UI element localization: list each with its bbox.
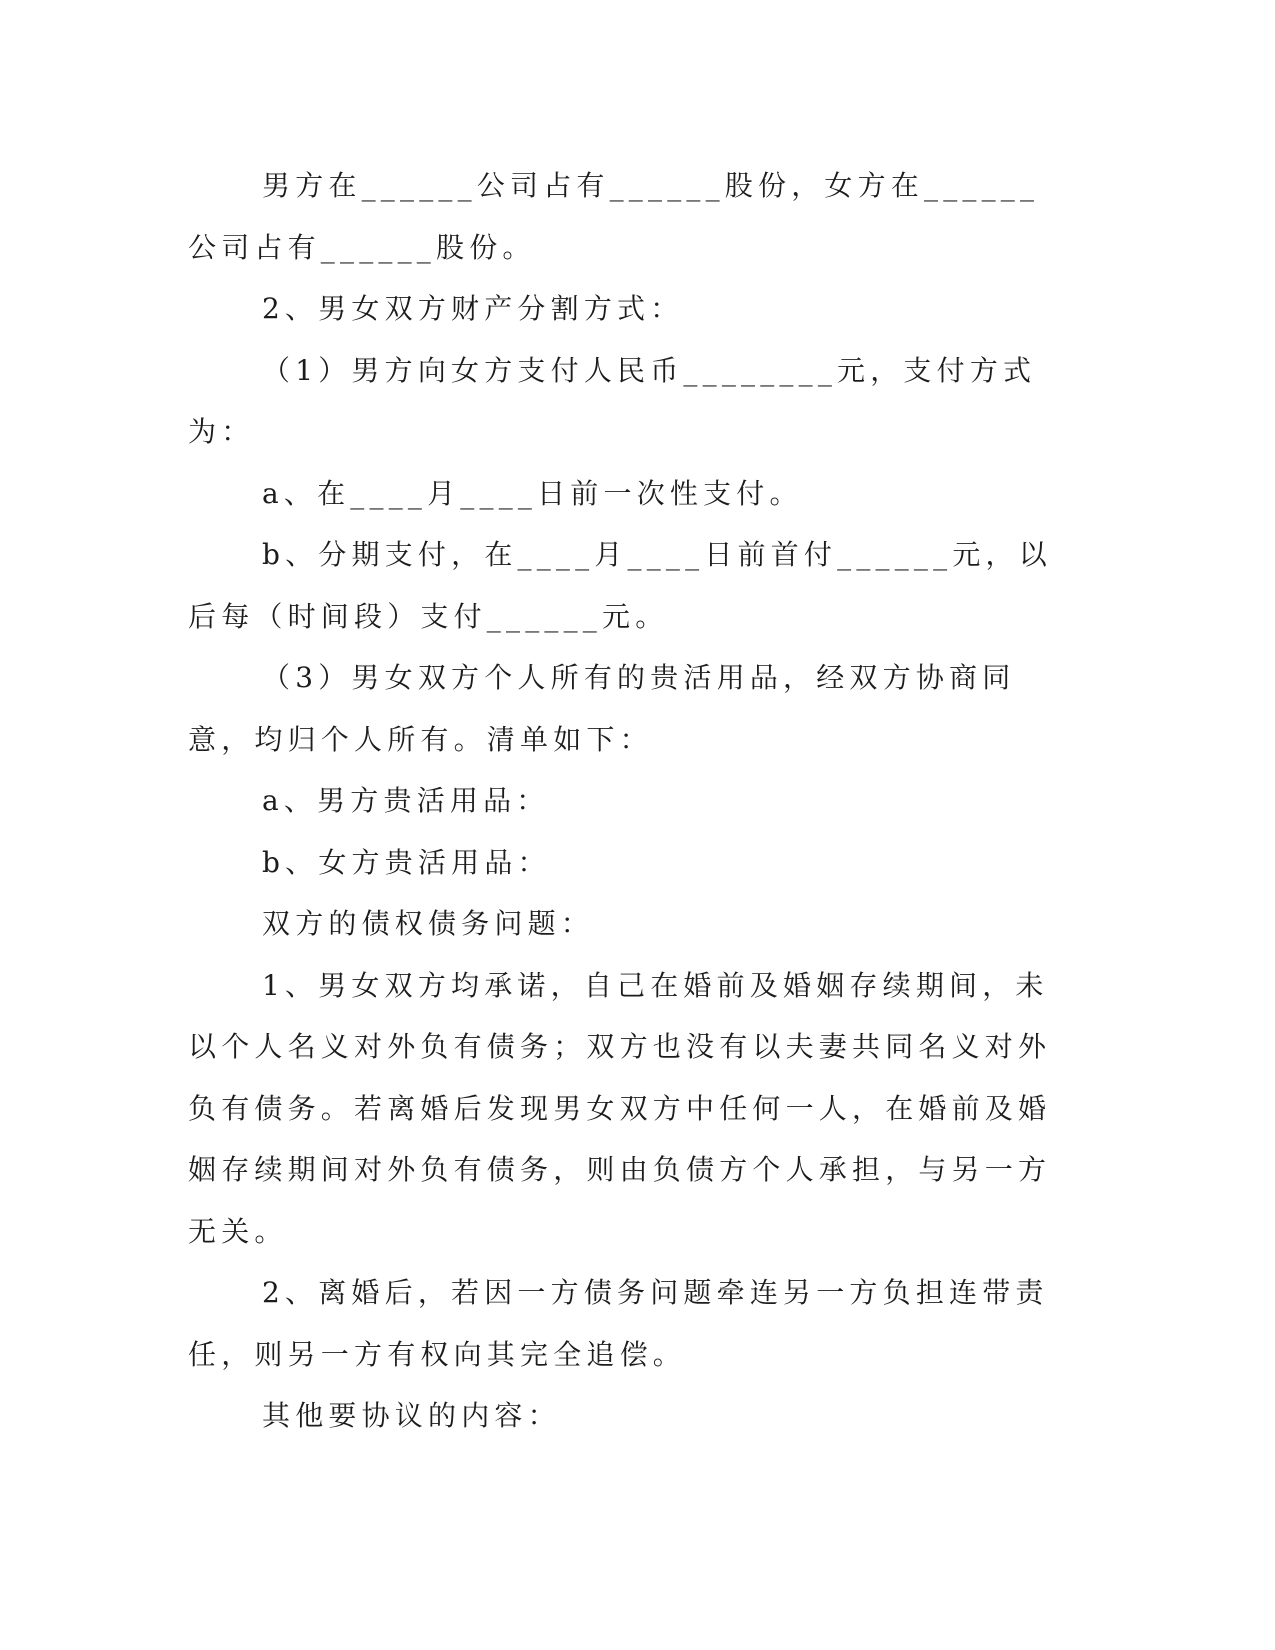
paragraph-personal-valuables: （3）男女双方个人所有的贵活用品，经双方协商同意，均归个人所有。清单如下：: [188, 661, 1016, 756]
paragraph-debts-heading: 双方的债权债务问题：: [262, 907, 595, 940]
paragraph-female-valuables: b、女方贵活用品：: [262, 845, 551, 879]
paragraph-male-valuables: a、男方贵活用品：: [262, 784, 550, 817]
document-body: [188, 155, 1068, 1447]
paragraph-debt-clause-2: 2、离婚后，若因一方债务问题牵连另一方负担连带责任，则另一方有权向其完全追偿。: [188, 1276, 1049, 1371]
paragraph-share-ownership: 男方在______公司占有______股份，女方在______公司占有______股份。: [188, 169, 1040, 264]
paragraph-other-agreements: 其他要协议的内容：: [262, 1399, 561, 1432]
paragraph-installment-option: b、分期支付，在____月____日前首付______元，以后每（时间段）支付______元。: [188, 538, 1052, 633]
paragraph-property-division-heading: 2、男女双方财产分割方式：: [262, 292, 684, 325]
paragraph-debt-clause-1: 1、男女双方均承诺，自己在婚前及婚姻存续期间，未以个人名义对外负有债务；双方也没有以夫妻共同名义对外负有债务。若离婚后发现男女双方中任何一人，在婚前及婚姻存续期间对外负有债务，则由负债方个人承担，与另一方无关。: [188, 968, 1052, 1248]
paragraph-lump-sum-option: a、在____月____日前一次性支付。: [262, 476, 803, 510]
paragraph-payment-amount: （1）男方向女方支付人民币________元，支付方式为：: [188, 353, 1037, 448]
